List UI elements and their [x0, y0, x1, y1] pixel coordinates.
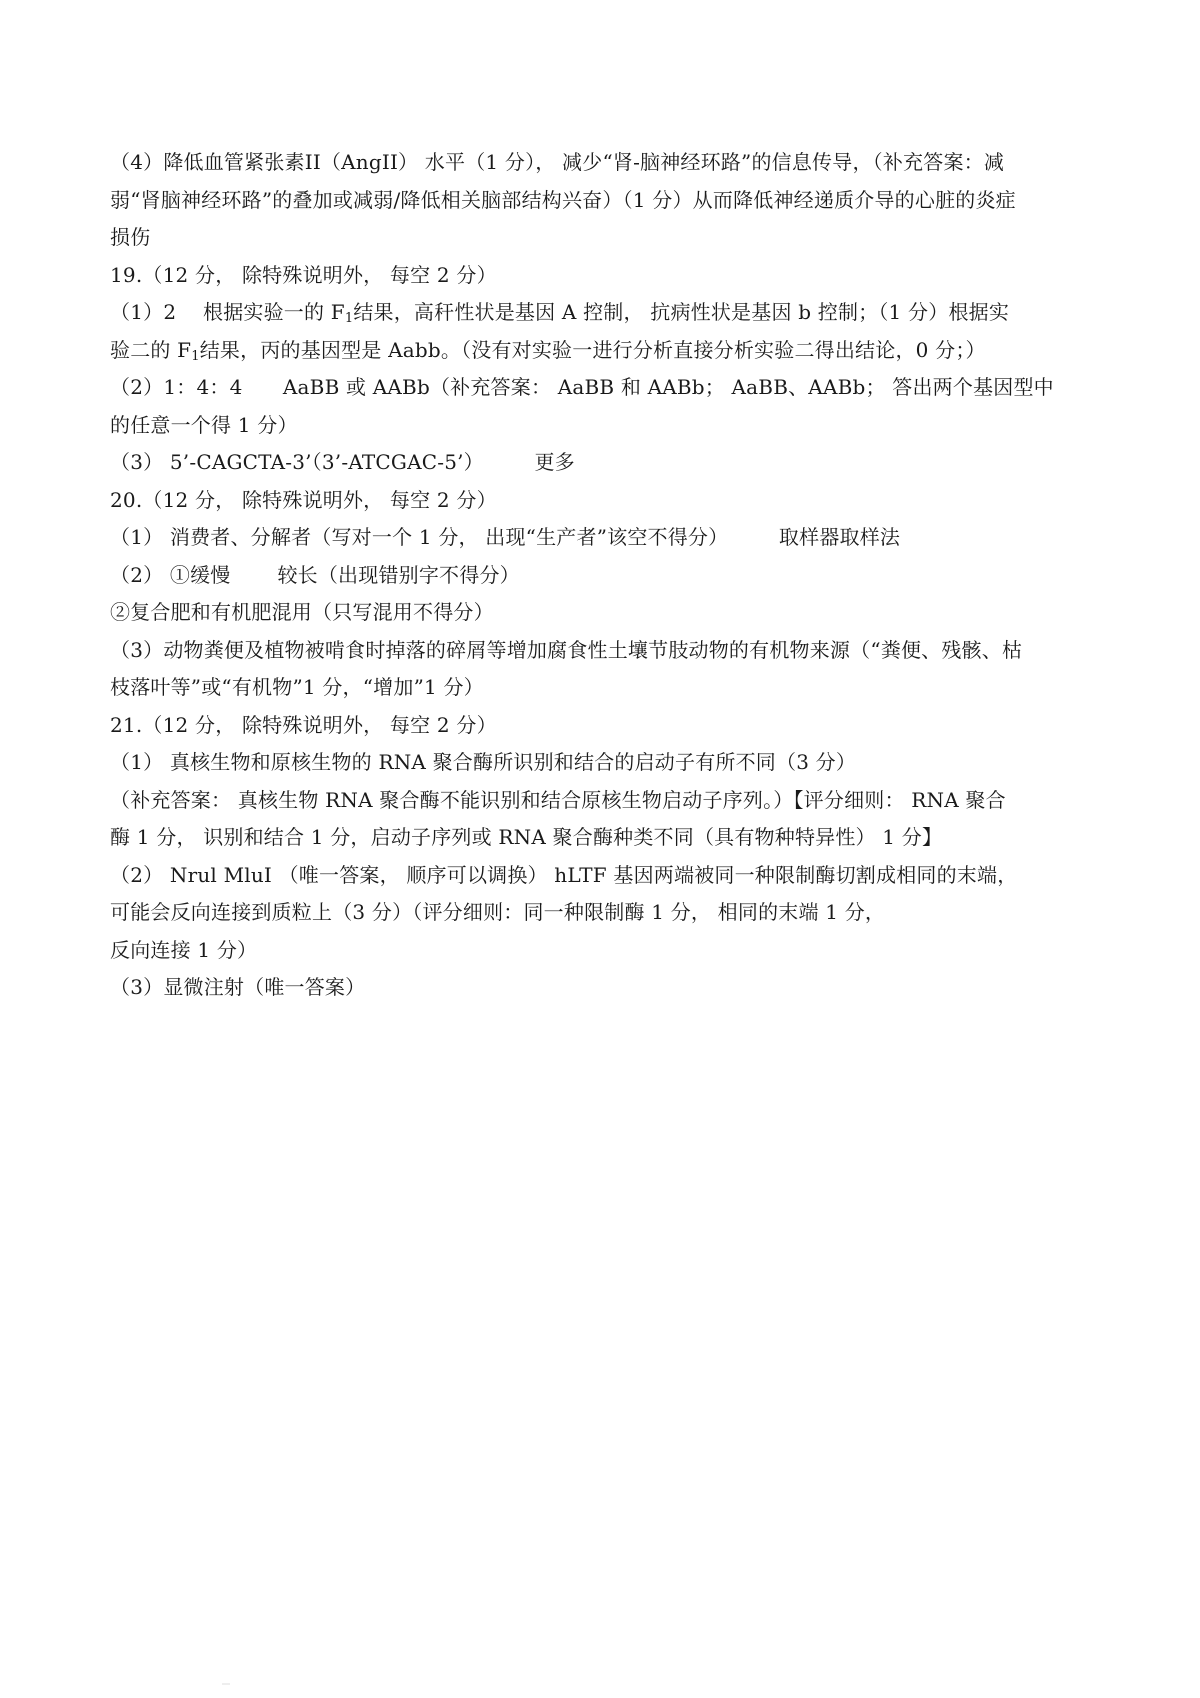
text-line: （1） 消费者、分解者（写对一个 1 分， 出现“生产者”该空不得分） 取样器取样法: [110, 525, 901, 549]
text-segment: （1）2 根据实验一的 F: [110, 300, 345, 324]
text-line: （3）显微注射（唯一答案）: [110, 975, 366, 999]
text-line: 酶 1 分， 识别和结合 1 分，启动子序列或 RNA 聚合酶种类不同（具有物种特异性） 1 分】: [110, 825, 943, 849]
text-line: （4）降低血管紧张素II（AngII） 水平（1 分）， 减少“肾-脑神经环路”的信息传导，（补充答案：减: [110, 150, 1005, 174]
subscript: 1: [344, 311, 354, 326]
text-segment: 结果，丙的基因型是 Aabb。（没有对实验一进行分析直接分析实验二得出结论，0 分；）: [199, 337, 986, 362]
text-line: （2）1：4：4 AaBB 或 AABb（补充答案： AaBB 和 AABb； AaBB、AABb； 答出两个基因型中: [110, 375, 1054, 399]
text-line: （1） 真核生物和原核生物的 RNA 聚合酶所识别和结合的启动子有所不同（3 分）: [110, 750, 857, 774]
text-line: ②复合肥和有机肥混用（只写混用不得分）: [110, 600, 494, 624]
text-line: 可能会反向连接到质粒上（3 分）（评分细则：同一种限制酶 1 分， 相同的末端 1 分，: [110, 900, 886, 924]
text-line: （3）动物粪便及植物被啃食时掉落的碎屑等增加腐食性土壤节肢动物的有机物来源（“粪便、残骸、枯: [110, 637, 1023, 662]
question-20-header: 20.（12 分， 除特殊说明外， 每空 2 分）: [110, 487, 497, 512]
subscript: 1: [191, 348, 200, 364]
text-line: 的任意一个得 1 分）: [110, 412, 298, 437]
answer-document: [110, 144, 1100, 1007]
text-line: [110, 294, 1100, 332]
text-line: 弱“肾脑神经环路”的叠加或减弱/降低相关脑部结构兴奋）（1 分）从而降低神经递质介导的心脏的炎症: [110, 187, 1016, 212]
question-21-header: 21.（12 分， 除特殊说明外， 每空 2 分）: [110, 712, 497, 737]
text-line: （2） Nrul MluI （唯一答案， 顺序可以调换） hLTF 基因两端被同一种限制酶切割成相同的末端，: [110, 862, 1018, 887]
question-19-header: 19.（12 分， 除特殊说明外， 每空 2 分）: [110, 262, 497, 287]
text-segment: 验二的 F: [110, 337, 192, 362]
text-line: （3） 5’-CAGCTA-3’（3’-ATCGAC-5’） 更多: [110, 450, 575, 474]
text-line: 损伤: [110, 225, 151, 249]
page-footer-mark: [222, 1683, 230, 1685]
text-line: （2） ①缓慢 较长（出现错别字不得分）: [110, 562, 520, 587]
text-line: （补充答案： 真核生物 RNA 聚合酶不能识别和结合原核生物启动子序列。）【评分细则： RNA 聚合: [110, 787, 1006, 812]
text-line: [110, 332, 1100, 370]
text-segment: 结果，高秆性状是基因 A 控制， 抗病性状是基因 b 控制；（1 分）根据实: [353, 300, 1010, 324]
text-line: 反向连接 1 分）: [110, 937, 258, 962]
text-line: 枝落叶等”或“有机物”1 分，“增加”1 分）: [110, 675, 484, 699]
